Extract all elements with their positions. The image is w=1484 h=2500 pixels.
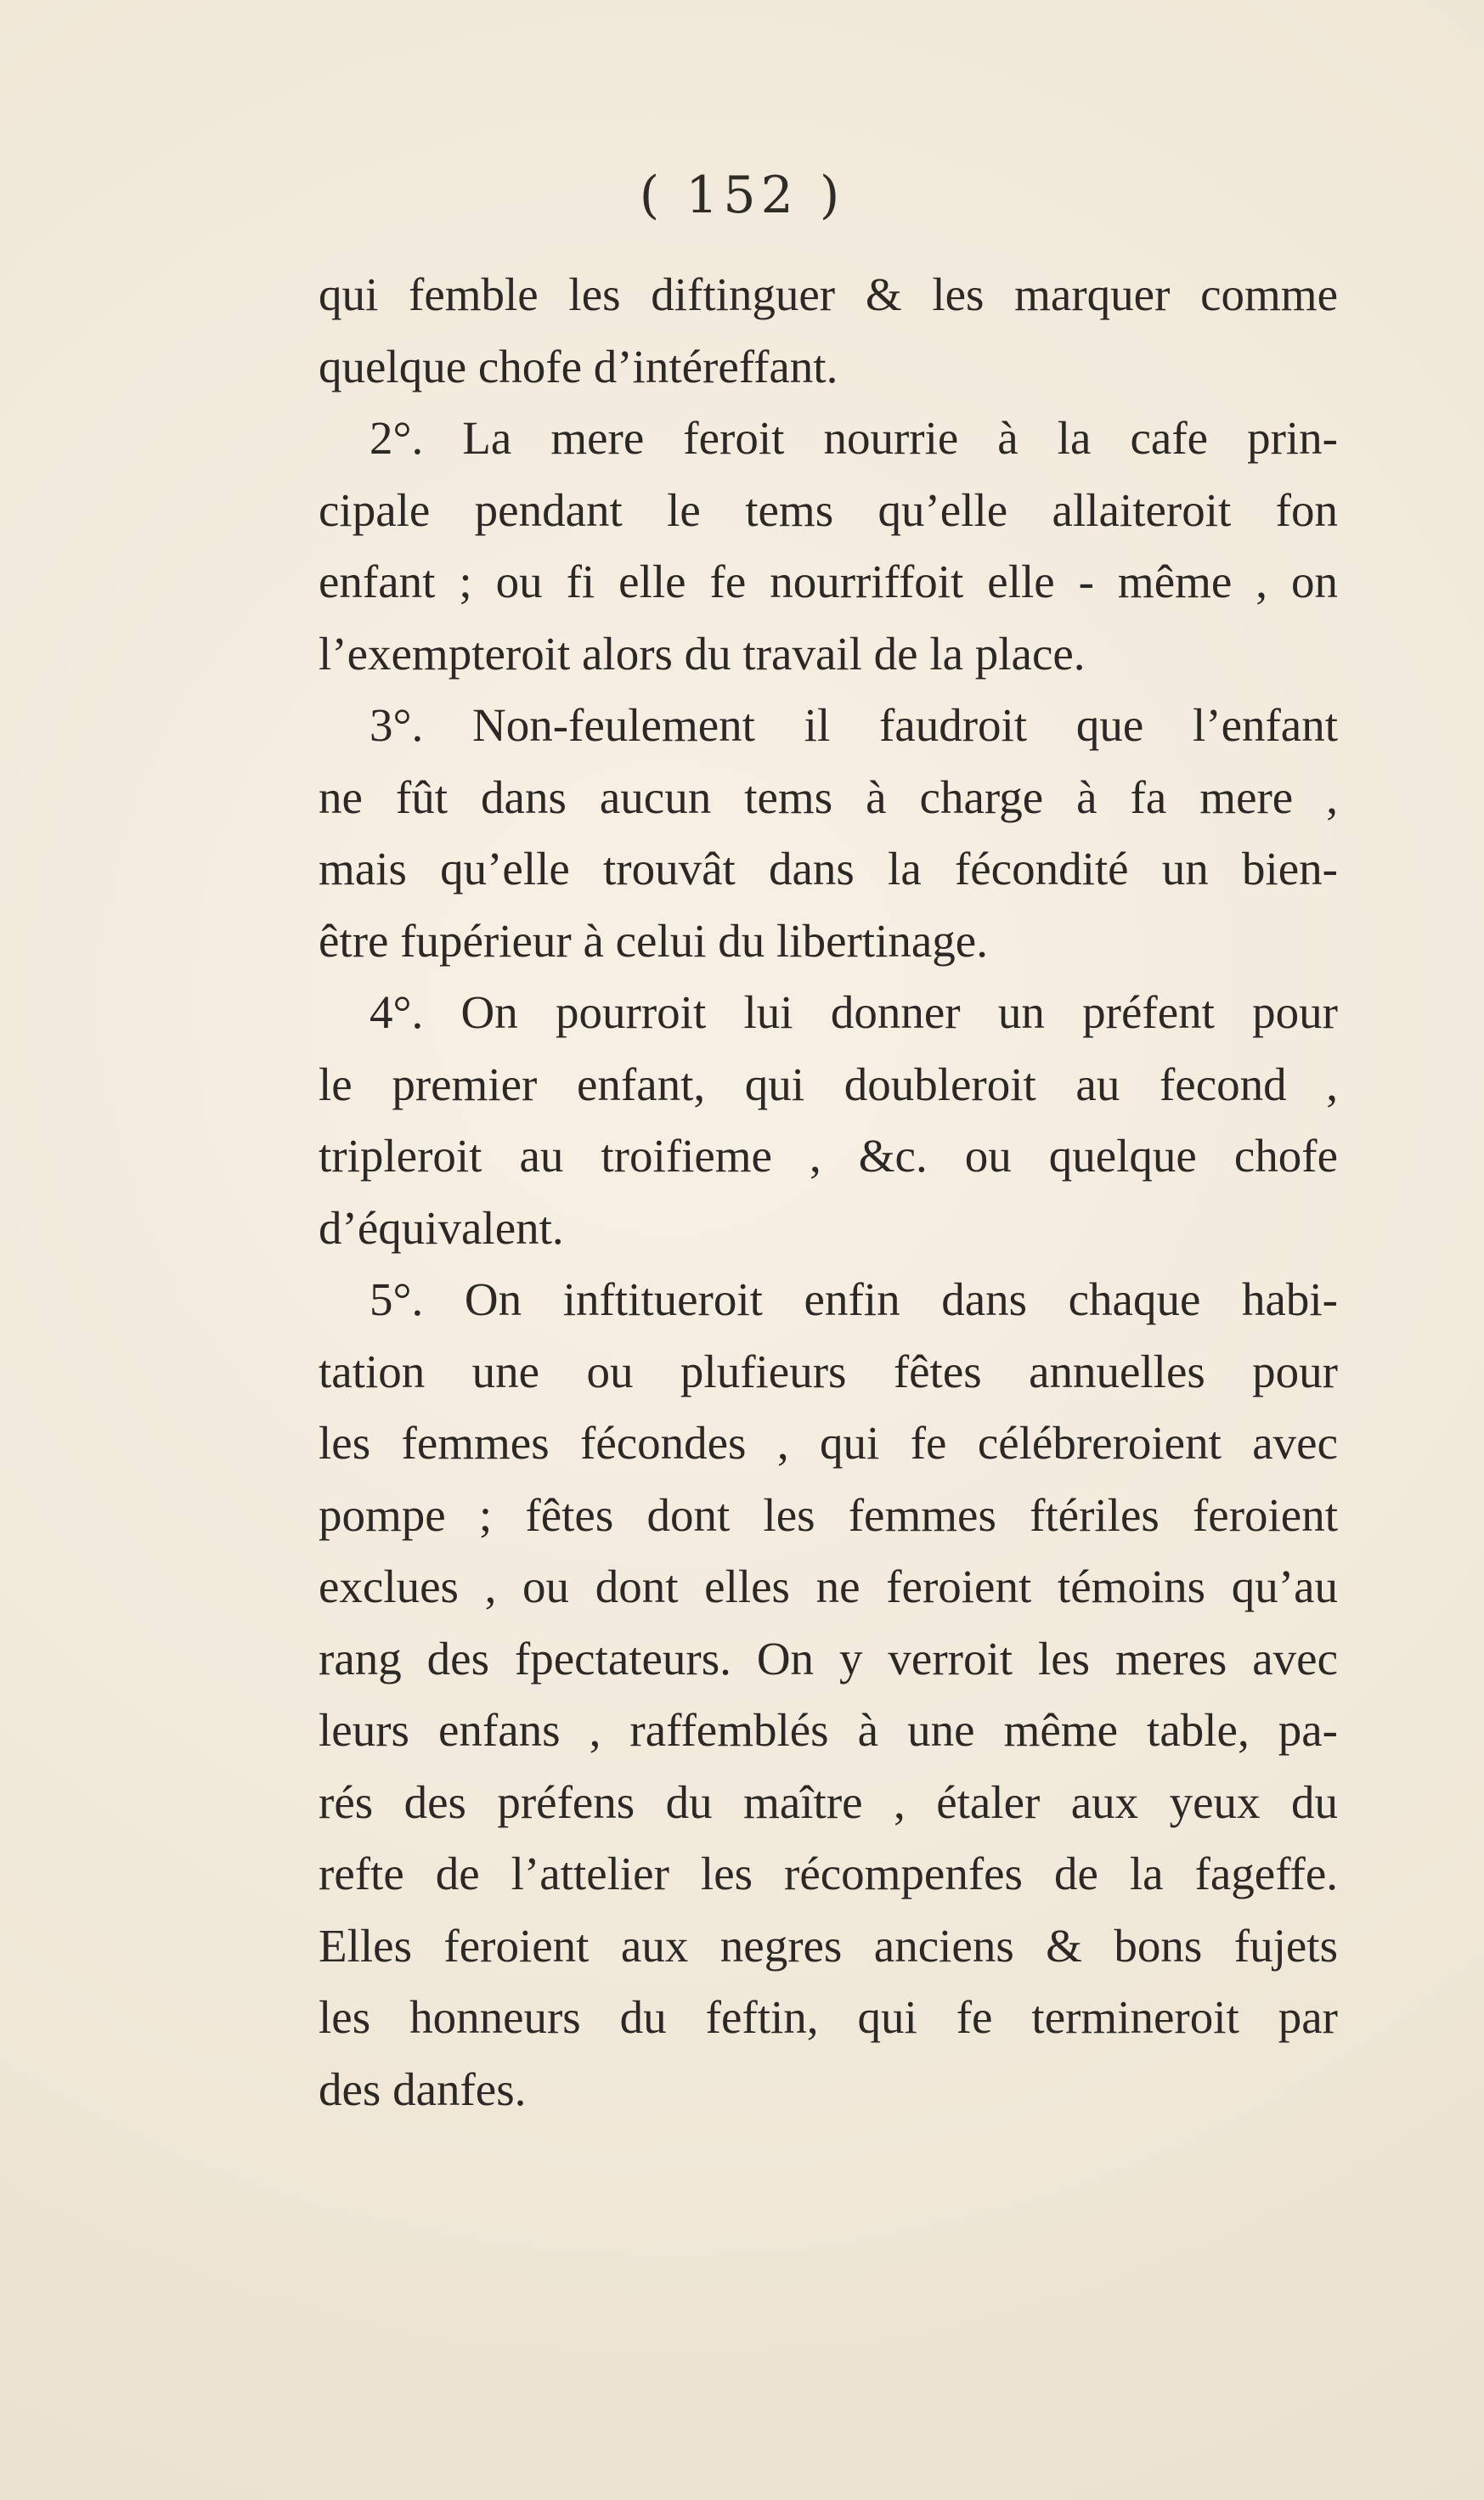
text-line: Elles feroient aux negres anciens & bons fujets	[319, 1919, 1338, 1972]
text-line: 2°. La mere feroit nourrie à la cafe prin-	[370, 412, 1338, 464]
text-line: les femmes fécondes , qui fe célébreroient avec	[319, 1417, 1338, 1469]
text-line: rés des préfens du maître , étaler aux yeux du	[319, 1775, 1338, 1828]
text-line: rang des fpectateurs. On y verroit les meres avec	[319, 1632, 1338, 1685]
text-line: le premier enfant, qui doubleroit au fecond ,	[319, 1058, 1338, 1110]
text-line: refte de l’attelier les récompenfes de la fageffe.	[319, 1848, 1338, 1899]
text-line: être fupérieur à celui du libertinage.	[319, 914, 988, 967]
text-line: tripleroit au troifieme , &c. ou quelque chofe	[319, 1130, 1338, 1182]
text-line: cipale pendant le tems qu’elle allaiteroit fon	[319, 483, 1338, 536]
text-line: 5°. On inftitueroit enfin dans chaque habi-	[370, 1273, 1338, 1325]
text-line: leurs enfans , raffemblés à une même table, pa-	[319, 1704, 1338, 1756]
text-line: enfant ; ou fi elle fe nourriffoit elle - même , on	[319, 556, 1338, 607]
text-line: exclues , ou dont elles ne feroient témoins qu’au	[319, 1560, 1338, 1612]
text-line: les honneurs du feftin, qui fe termineroit par	[319, 1991, 1338, 2043]
text-line: qui femble les diftinguer & les marquer comme	[319, 268, 1338, 320]
text-line: quelque chofe d’intéreffant.	[319, 340, 838, 392]
text-line: ne fût dans aucun tems à charge à fa mere ,	[319, 770, 1338, 823]
text-line: d’équivalent.	[319, 1201, 564, 1254]
text-line: tation une ou plufieurs fêtes annuelles pour	[319, 1345, 1338, 1397]
text-line: 3°. Non-feulement il faudroit que l’enfant	[370, 699, 1338, 751]
body-text	[319, 259, 1338, 2125]
text-line: mais qu’elle trouvât dans la fécondité un bien-	[319, 843, 1338, 894]
text-line: 4°. On pourroit lui donner un préfent pour	[370, 986, 1338, 1038]
text-line: pompe ; fêtes dont les femmes ftériles feroient	[319, 1488, 1338, 1541]
text-line: des danfes.	[319, 2063, 527, 2115]
text-line: l’exempteroit alors du travail de la place.	[319, 627, 1086, 680]
page-number: ( 152 )	[639, 166, 845, 225]
